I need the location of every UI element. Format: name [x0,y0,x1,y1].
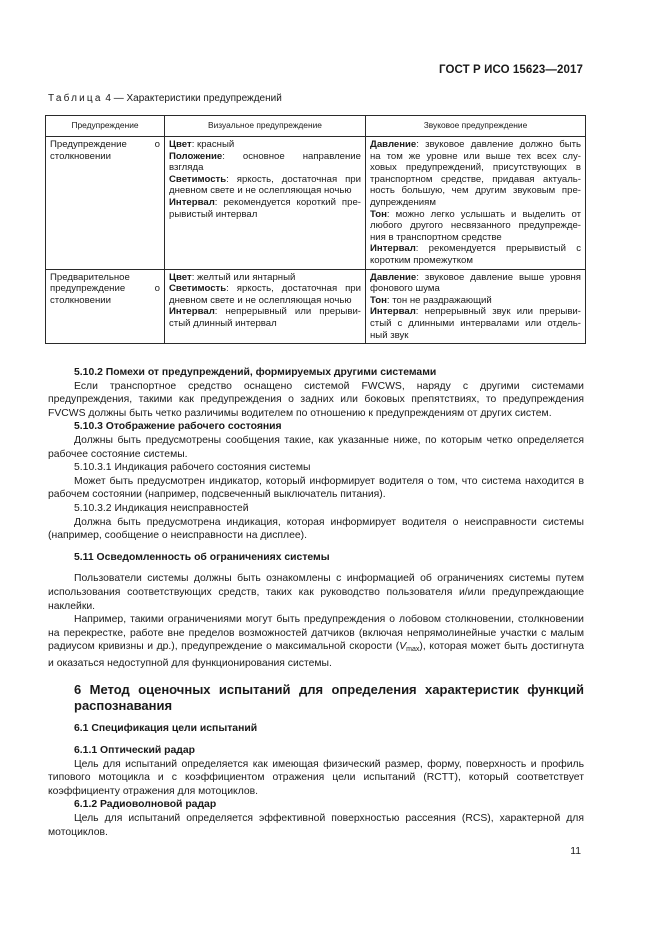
section-5-10-3-2-title: 5.10.3.2 Индикация неисправностей [74,502,249,514]
visual-warning-cell [165,137,366,270]
attribute-name: Интервал [370,306,416,318]
attribute-text: транспортном средстве, придавая актуаль- [370,173,581,185]
attribute-text: : рекомендуется прерывистый с [415,243,581,255]
attribute-text: стый с длинными интервалами или отдель- [370,317,581,329]
section-5-10-2-text: Если транспортное средство оснащено системой FWCWS, наряду с другими системами предупреждения, такими как предупреждения о задних или боковых препятствиях, то предупреждения FVCWS должны быть четко различимы водителем по отношению к предупреждениям от других систем. [48,380,584,419]
attribute-text: ния в транспортном средстве [370,231,502,243]
warnings-table [45,115,586,344]
warning-type-line: предупреждение о [50,283,160,295]
vmax-symbol: V [399,641,407,653]
attribute-text: : красный [191,139,235,150]
section-5-10-3-title: 5.10.3 Отображение рабочего состояния [74,421,282,433]
section-5-11-paragraph-2 [48,613,584,670]
section-6-1-1-title: 6.1.1 Оптический радар [74,745,195,757]
attribute-text: ность большую, чем другим звуковым пре- [370,185,581,197]
attribute-name: Цвет [169,139,192,150]
section-5-11-title: 5.11 Осведомленность об ограничениях системы [74,551,330,563]
audio-warning-line [370,283,581,295]
document-body [48,366,584,839]
audio-warning-line [370,162,581,174]
audio-warning-line [370,272,581,284]
attribute-text: любого другого несвязанного предупрежде- [370,220,581,232]
attribute-name: Давление [370,271,417,283]
attribute-name: Цвет [169,271,192,283]
attribute-text: : желтый или янтарный [191,271,296,283]
section-5-10-3-2-text: Должна быть предусмотрена индикация, которая информирует водителя о неисправности системы (например, сообщение о неисправности на дисплее). [48,516,584,542]
attribute-text: : непрерывный звук или прерыви- [415,306,581,318]
attribute-name: Давление [370,139,417,150]
section-6-1-title: 6.1 Спецификация цели испытаний [74,723,258,735]
visual-warning-line [169,174,361,186]
section-5-11-paragraph-1: Пользователи системы должны быть ознакомлены с информацией об ограничениях системы путем использования соответствующих средств, таких как руководство пользователя и/или предупреждающие наклейки. [48,573,584,612]
visual-warning-line [169,283,361,295]
warning-type-line: Предупреждение о [50,139,160,150]
visual-warning-line [169,295,361,307]
vmax-subscript: max [406,646,420,654]
section-5-10-3-text: Должны быть предусмотрены сообщения такие, как указанные ниже, по которым четко определяется рабочее состояние системы. [48,434,584,460]
section-6-title: 6 Метод оценочных испытаний для определения характеристик функций распознавания [74,682,584,714]
attribute-name: Светимость [169,283,227,295]
warning-type-line: столкновении [50,294,111,306]
audio-warning-cell [366,137,586,270]
section-5-10-3-1-title: 5.10.3.1 Индикация рабочего состояния системы [74,462,311,474]
audio-warning-line [370,318,581,330]
attribute-text: ховых предупреждений, присутствующих в [370,162,581,174]
visual-warning-line [169,139,361,151]
audio-warning-line [370,185,581,197]
audio-warning-line [370,151,581,163]
visual-warning-line [169,209,361,221]
visual-warning-line [169,151,361,163]
attribute-name: Положение [169,150,223,162]
attribute-text: дневном свете и не ослепляющая ночью [169,185,352,197]
warning-type-cell [46,269,165,344]
attribute-text: : яркость, достаточная при [226,283,361,295]
attribute-text: : непрерывный или прерыви- [214,306,361,318]
visual-warning-cell [165,269,366,344]
audio-warning-line [370,220,581,232]
attribute-name: Светимость [169,173,227,185]
section-6-1-2-title: 6.1.2 Радиоволновой радар [74,799,217,811]
attribute-text: : рекомендуется короткий пре- [214,196,361,208]
warning-type-line: столкновении [50,150,111,162]
audio-warning-line [370,330,581,342]
attribute-text: : звуковое давление выше уровня [416,271,581,283]
table-row [46,269,586,344]
standard-header: ГОСТ Р ИСО 15623—2017 [438,64,583,76]
warning-type-line: Предварительное [50,271,130,283]
section-6-1-1-text: Цель для испытаний определяется как имеющая физический размер, форму, поверхность и профиль типового мотоцикла и с коэффициентом отражения цели испытаний (RCTT), который соответствует коэффициенту отражения для мотоциклов. [48,758,584,797]
audio-warning-line [370,243,581,255]
attribute-text: ный звук [370,329,409,341]
audio-warning-line [370,197,581,209]
warning-type-cell [46,137,165,270]
visual-warning-line [169,306,361,318]
visual-warning-line [169,272,361,284]
attribute-text: на том же уровне или выше тех всех слу- [370,150,581,162]
audio-warning-line [370,232,581,244]
audio-warning-line [370,209,581,221]
audio-warning-line [370,255,581,267]
visual-warning-line [169,185,361,197]
table-caption [48,93,282,104]
column-header-audio: Звуковое предупреждение [366,116,586,137]
table-caption-label: Таблица [48,93,103,104]
attribute-name: Интервал [169,196,215,208]
attribute-text: коротким промежутком [370,254,473,266]
audio-warning-cell [366,269,586,344]
audio-warning-line [370,174,581,186]
attribute-text: рывистый интервал [169,208,258,220]
visual-warning-line [169,197,361,209]
section-5-11-paragraph-2-start: Например, такими ограничениями могут быть предупреждения о лобовом столкновении, столкновении на перекрестке, работе вне пределов возможностей датчиков (включая непрямолинейные участки с малым радиусом кривизны и др.), предупреждение о максимальной скорости ( [48,614,584,653]
attribute-name: Интервал [169,306,215,318]
attribute-text: : можно легко услышать и выделить от [386,208,581,220]
section-5-10-2-title: 5.10.2 Помехи от предупреждений, формируемых другими системами [74,367,437,378]
table-caption-text: 4 — Характеристики предупреждений [105,93,282,104]
section-5-10-3-1-text: Может быть предусмотрен индикатор, который информирует водителя о том, что система находится в рабочем состоянии (например, подсвеченный выключатель питания). [48,475,584,501]
attribute-text: дупреждениям [370,196,436,208]
attribute-text: стый длинный интервал [169,317,277,329]
attribute-name: Тон [370,208,387,220]
section-5-11-paragraph-2-end: ), которая может быть достигнута и оказаться недоступной для функционирования системы. [48,641,585,669]
attribute-name: Тон [370,294,387,306]
table-row [46,137,586,270]
attribute-text: взгляда [169,162,204,174]
attribute-text: : основное направление [222,150,361,162]
page-number: 11 [570,846,581,857]
audio-warning-line [370,295,581,307]
table-header-row [46,116,586,137]
visual-warning-line [169,162,361,174]
column-header-visual: Визуальное предупреждение [165,116,366,137]
audio-warning-line [370,139,581,151]
attribute-text: дневном свете и не ослепляющая ночью [169,294,352,306]
attribute-text: : звуковое давление должно быть [416,139,581,150]
section-6-1-2-text: Цель для испытаний определяется эффективной поверхностью рассеяния (RCS), характерной для мотоциклов. [48,813,584,838]
attribute-name: Интервал [370,243,416,255]
column-header-warning: Предупреждение [46,116,165,137]
attribute-text: : тон не раздражающий [386,294,492,306]
attribute-text: фонового шума [370,283,440,295]
attribute-text: : яркость, достаточная при [226,173,361,185]
visual-warning-line [169,318,361,330]
audio-warning-line [370,306,581,318]
